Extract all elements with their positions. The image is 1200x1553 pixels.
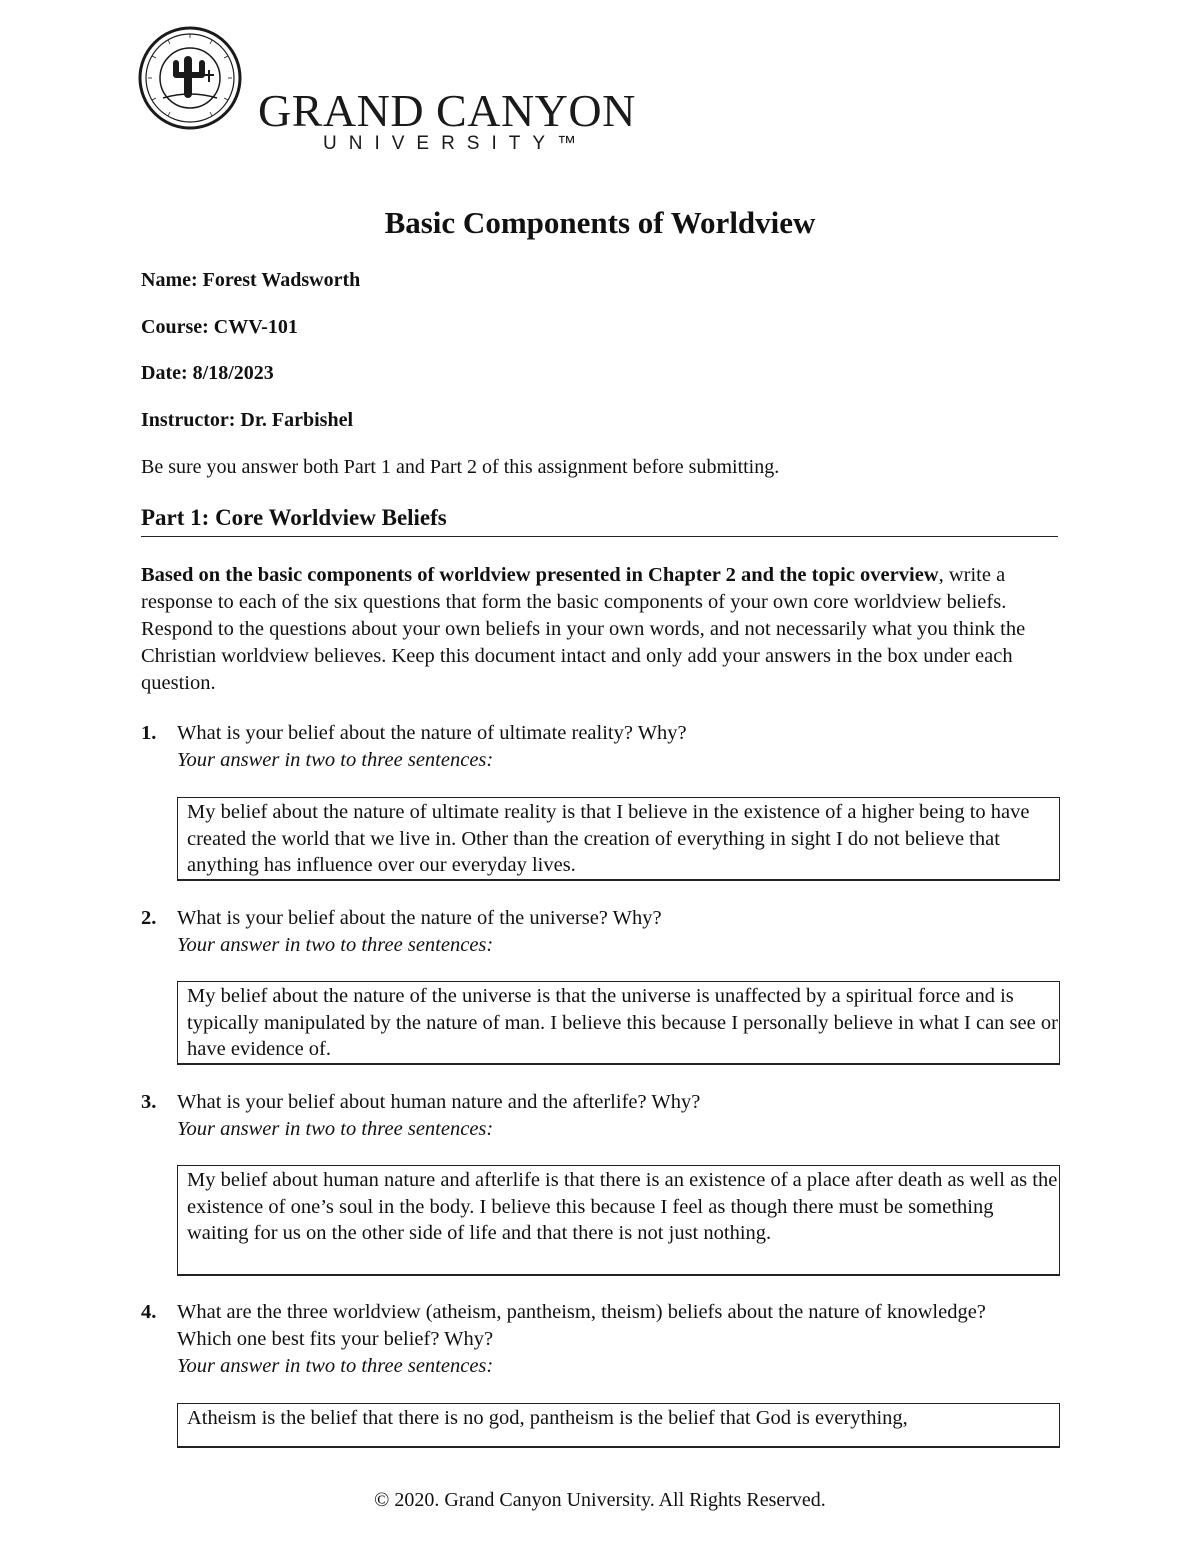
question-number: 2. (141, 907, 157, 929)
answer-box-1[interactable]: My belief about the nature of ultimate reality is that I believe in the existence of a higher being to have created the world that we live in. Other than the creation of everything in sight I do not believe that anything has influence over our everyday lives. (177, 797, 1060, 881)
course-name: Course: CWV-101 (141, 316, 298, 338)
submission-date: Date: 8/18/2023 (141, 362, 274, 384)
part1-heading: Part 1: Core Worldview Beliefs (141, 504, 1058, 537)
question-text: What is your belief about the nature of the universe? Why? (177, 907, 662, 929)
part1-intro-rest: , write a response to each of the six questions that form the basic components of your own core worldview beliefs. Respond to the questions about your own beliefs in your own words, and not necessarily what you think the Christian worldview believes. Keep this document intact and only add your answers in the box under each question. (141, 564, 1026, 694)
answer-box-4[interactable]: Atheism is the belief that there is no god, pantheism is the belief that God is everything, (177, 1403, 1060, 1448)
question-text: What is your belief about human nature and the afterlife? Why? (177, 1091, 701, 1113)
answer-prompt: Your answer in two to three sentences: (177, 934, 494, 956)
question-number: 3. (141, 1091, 157, 1113)
answer-prompt: Your answer in two to three sentences: (177, 1118, 494, 1140)
student-name: Name: Forest Wadsworth (141, 269, 361, 291)
logo-wordmark-primary: GRAND CANYON (258, 85, 636, 136)
answer-prompt: Your answer in two to three sentences: (177, 749, 494, 771)
question-2 (141, 905, 1041, 959)
part1-intro (141, 562, 1061, 697)
assignment-instruction: Be sure you answer both Part 1 and Part 2 of this assignment before submitting. (141, 456, 780, 478)
instructor-name: Instructor: Dr. Farbishel (141, 409, 354, 431)
answer-prompt: Your answer in two to three sentences: (177, 1355, 494, 1377)
logo-wordmark-secondary: UNIVERSITY™ (323, 133, 589, 154)
copyright-footer: © 2020. Grand Canyon University. All Rights Reserved. (374, 1489, 826, 1511)
question-text: What are the three worldview (atheism, pantheism, theism) beliefs about the nature of knowledge? Which one best fits your belief? Why? (177, 1301, 986, 1350)
document-title: Basic Components of Worldview (384, 205, 816, 240)
question-3 (141, 1089, 1041, 1143)
part1-intro-bold: Based on the basic components of worldview presented in Chapter 2 and the topic overview (141, 564, 939, 586)
question-number: 1. (141, 722, 157, 744)
answer-box-3[interactable]: My belief about human nature and afterlife is that there is an existence of a place after death as well as the existence of one’s soul in the body. I believe this because I feel as though there must be something waiting for us on the other side of life and that there is not just nothing. (177, 1165, 1060, 1276)
question-4 (141, 1299, 1001, 1380)
question-1 (141, 720, 1041, 774)
university-seal-icon (138, 26, 248, 136)
question-number: 4. (141, 1301, 157, 1323)
answer-box-2[interactable]: My belief about the nature of the universe is that the universe is unaffected by a spiritual force and is typically manipulated by the nature of man. I believe this because I personally believe in what I can see or have evidence of. (177, 981, 1060, 1065)
question-text: What is your belief about the nature of ultimate reality? Why? (177, 722, 687, 744)
university-logo (138, 26, 638, 154)
